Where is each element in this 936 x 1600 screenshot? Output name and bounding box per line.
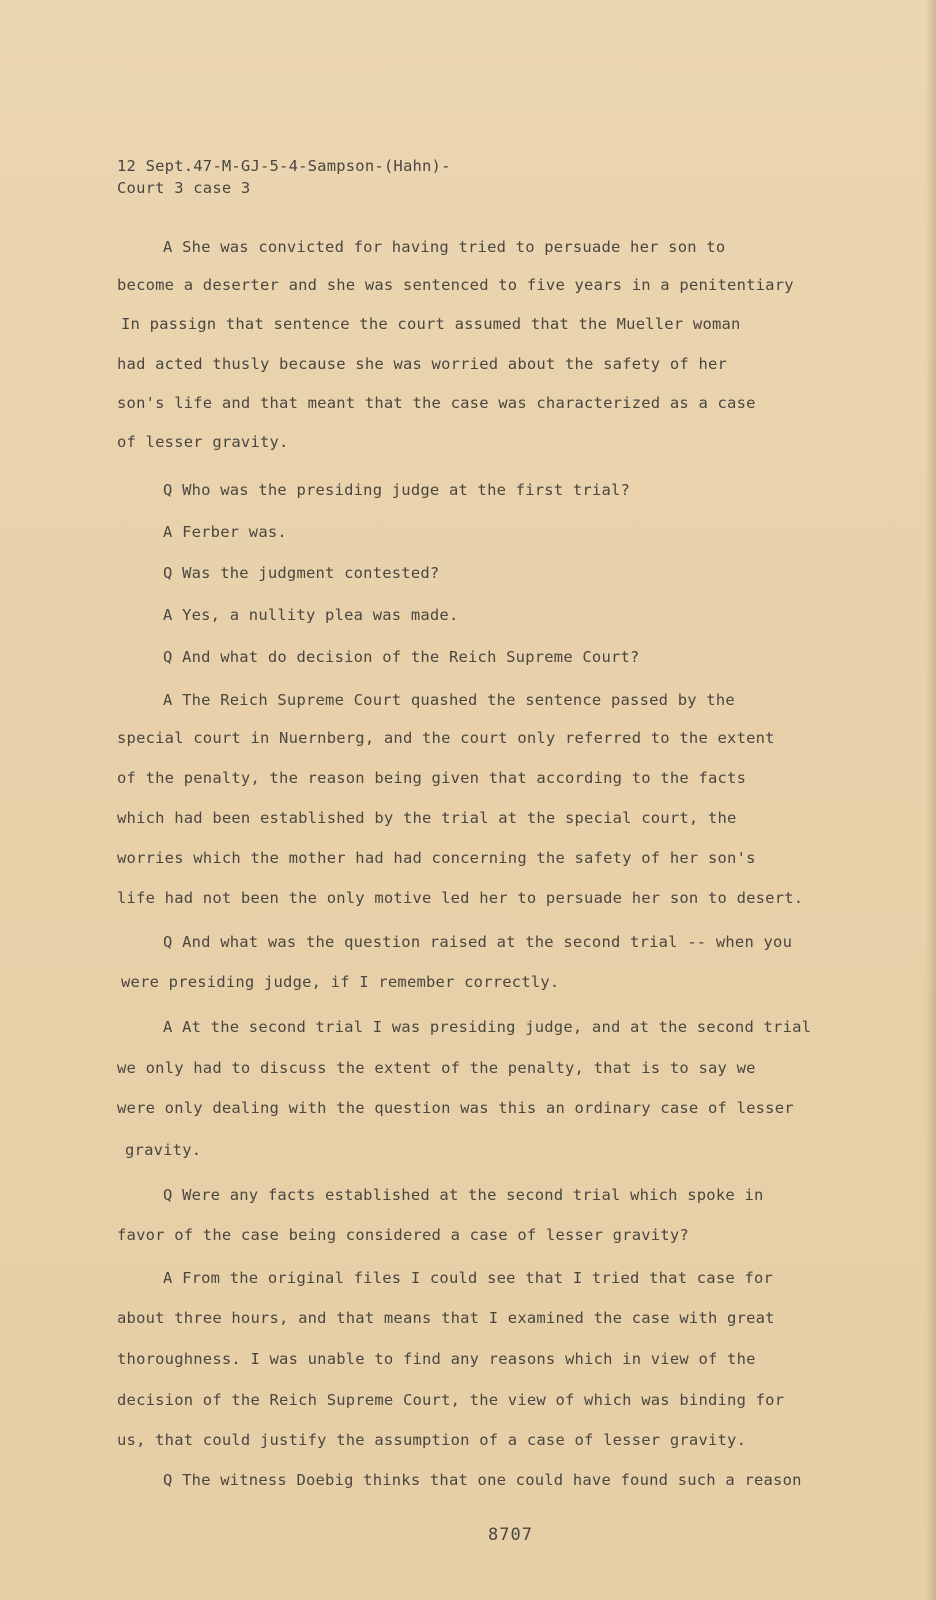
body-line: Q And what do decision of the Reich Supreme Court? [163,648,640,666]
header-line-1: 12 Sept.47-M-GJ-5-4-Sampson-(Hahn)- [117,157,451,175]
page-number: 8707 [488,1525,533,1545]
body-line: were only dealing with the question was this an ordinary case of lesser [117,1099,794,1117]
body-line: gravity. [125,1141,202,1159]
body-line: favor of the case being considered a case of lesser gravity? [117,1226,689,1244]
body-line: son's life and that meant that the case was characterized as a case [117,394,756,412]
body-line: about three hours, and that means that I examined the case with great [117,1309,775,1327]
body-line: A Ferber was. [163,523,287,541]
body-line: A Yes, a nullity plea was made. [163,606,459,624]
body-line: In passign that sentence the court assumed that the Mueller woman [121,315,741,333]
body-line: of lesser gravity. [117,433,289,451]
body-line: special court in Nuernberg, and the court only referred to the extent [117,729,775,747]
body-line: A The Reich Supreme Court quashed the sentence passed by the [163,691,735,709]
body-line: had acted thusly because she was worried about the safety of her [117,355,728,373]
body-line: A At the second trial I was presiding judge, and at the second trial [163,1018,812,1036]
body-line: us, that could justify the assumption of a case of lesser gravity. [117,1431,747,1449]
body-line: decision of the Reich Supreme Court, the view of which was binding for [117,1391,785,1409]
body-line: become a deserter and she was sentenced to five years in a penitentiary [117,276,794,294]
body-line: Q Was the judgment contested? [163,564,440,582]
body-line: A From the original files I could see that I tried that case for [163,1269,774,1287]
body-line: A She was convicted for having tried to persuade her son to [163,238,726,256]
page-edge [926,0,936,1600]
body-line: Q Were any facts established at the second trial which spoke in [163,1186,764,1204]
body-line: of the penalty, the reason being given that according to the facts [117,769,747,787]
body-line: life had not been the only motive led her to persuade her son to desert. [117,889,804,907]
header-line-2: Court 3 case 3 [117,179,251,197]
body-line: Q The witness Doebig thinks that one could have found such a reason [163,1471,802,1489]
body-line: worries which the mother had had concerning the safety of her son's [117,849,756,867]
body-line: we only had to discuss the extent of the penalty, that is to say we [117,1059,756,1077]
body-line: were presiding judge, if I remember correctly. [121,973,560,991]
body-line: which had been established by the trial at the special court, the [117,809,737,827]
body-line: thoroughness. I was unable to find any reasons which in view of the [117,1350,756,1368]
body-line: Q And what was the question raised at the second trial -- when you [163,933,793,951]
body-line: Q Who was the presiding judge at the first trial? [163,481,631,499]
